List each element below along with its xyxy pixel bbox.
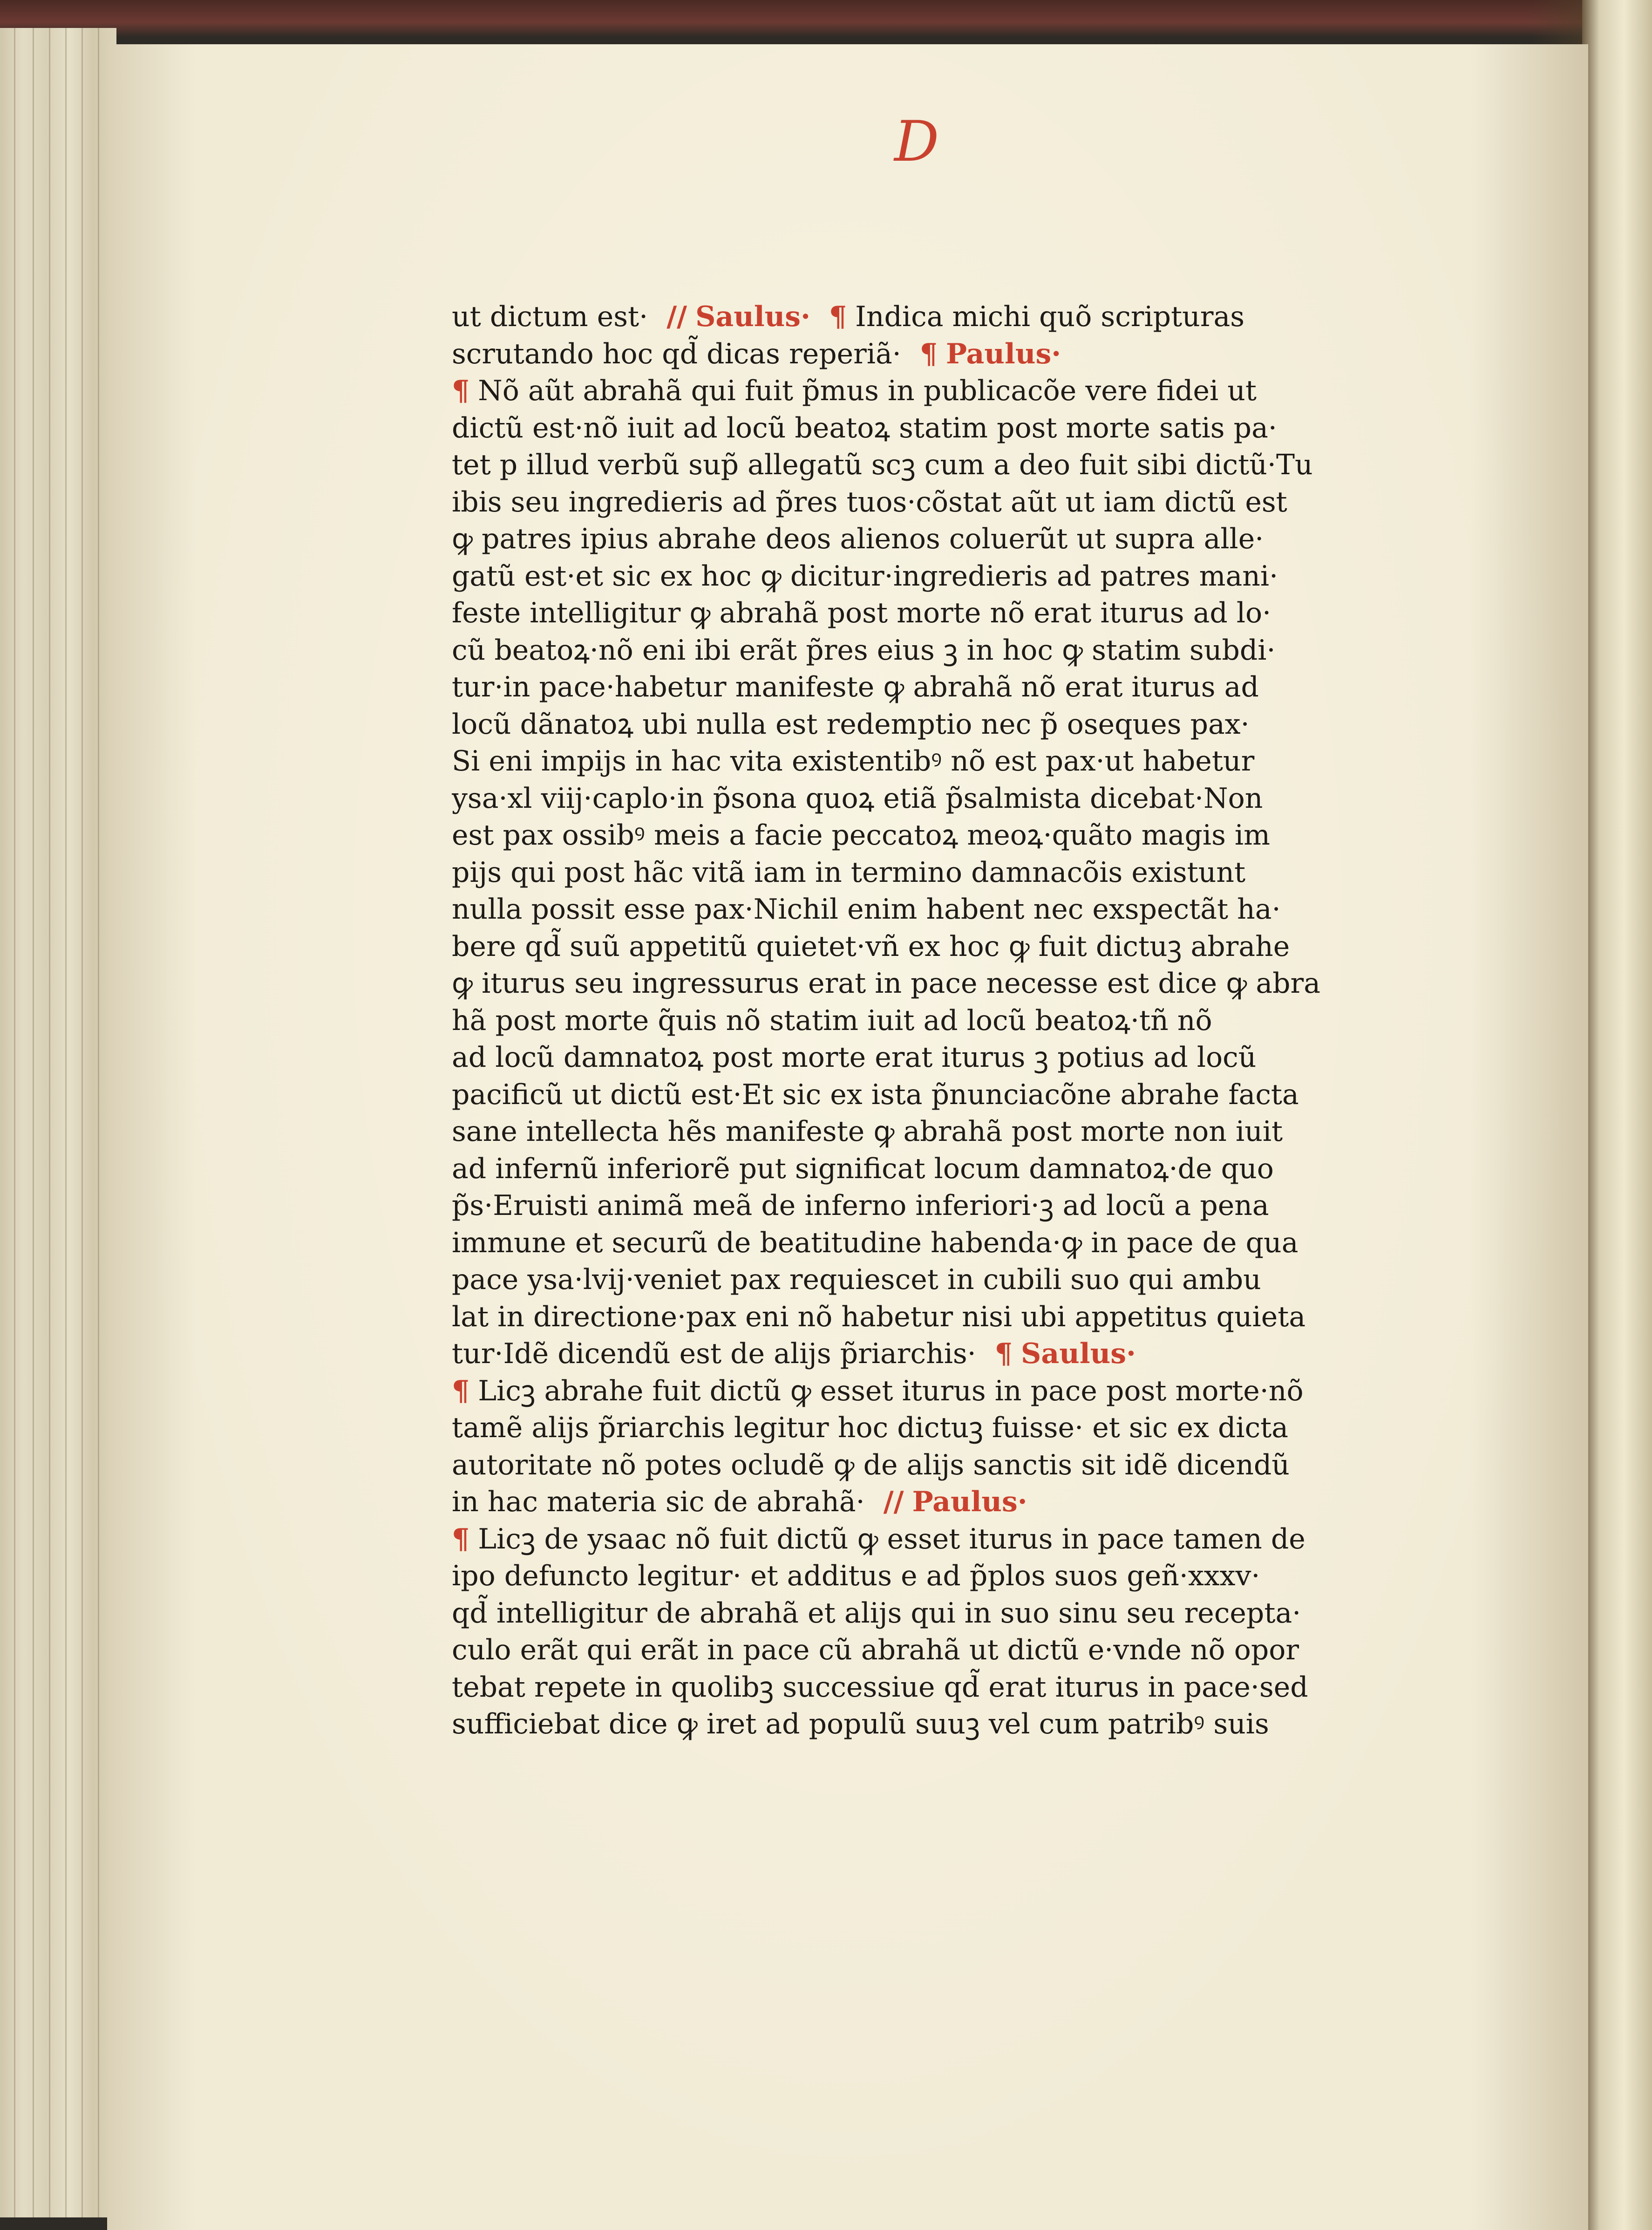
text-segment: nulla possit esse pax·Nichil enim habent nec exspectãt ha· bbox=[452, 893, 1281, 926]
text-segment: pijs qui post hãc vitã iam in termino damnacõis existunt bbox=[452, 856, 1246, 889]
folio-mark: D bbox=[894, 109, 942, 174]
text-segment: ibis seu ingredieris ad p̃res tuos·cõstat aũt ut iam dictũ est bbox=[452, 485, 1287, 518]
text-segment: tur·in pace·habetur manifeste ꝙ abrahã nõ erat iturus ad bbox=[452, 671, 1259, 703]
text-segment: Indica michi quõ scripturas bbox=[855, 300, 1245, 333]
text-segment: Licꝫ de ysaac nõ fuit dictũ ꝙ esset iturus in pace tamen de bbox=[478, 1522, 1305, 1555]
text-segment: sane intellecta hẽs manifeste ꝙ abrahã post morte non iuit bbox=[452, 1115, 1283, 1148]
text-segment: in hac materia sic de abrahã· bbox=[452, 1486, 865, 1518]
text-segment: ꝙ patres ipius abrahe deos alienos coluerũt ut supra alle· bbox=[452, 523, 1264, 555]
text-line bbox=[452, 1298, 1439, 1336]
text-line bbox=[452, 1705, 1439, 1743]
text-line bbox=[452, 520, 1439, 558]
text-segment: tet p illud verbũ sup̃ allegatũ scꝫ cum a deo fuit sibi dictũ·Tu bbox=[452, 449, 1313, 481]
text-line bbox=[452, 558, 1439, 595]
speaker-label: Paulus· bbox=[912, 1486, 1027, 1518]
text-segment: culo erãt qui erãt in pace cũ abrahã ut dictũ e·vnde nõ opor bbox=[452, 1634, 1299, 1666]
text-line bbox=[452, 1669, 1439, 1706]
text-segment: ut dictum est· bbox=[452, 300, 648, 333]
text-segment: Si eni impijs in hac vita existentibꝰ nõ est pax·ut habetur bbox=[452, 745, 1255, 777]
text-line bbox=[452, 965, 1439, 1002]
text-line bbox=[452, 1557, 1439, 1595]
text-segment: qd̃ intelligitur de abrahã et alijs qui in suo sinu seu recepta· bbox=[452, 1596, 1301, 1630]
text-line bbox=[452, 854, 1439, 891]
text-line bbox=[452, 1150, 1439, 1187]
text-line bbox=[452, 632, 1439, 669]
right-page-edge bbox=[1582, 0, 1652, 2230]
text-line bbox=[452, 409, 1439, 447]
text-segment: ysa·xl viij·caplo·in p̃sona quoꝝ etiã p̃salmista dicebat·Non bbox=[452, 782, 1263, 815]
text-segment: Nõ aũt abrahã qui fuit p̃mus in publicacõe vere fidei ut bbox=[478, 375, 1257, 407]
text-segment: est pax ossibꝰ meis a facie peccatoꝝ meoꝝ·quãto magis im bbox=[452, 819, 1271, 852]
text-segment: cũ beatoꝝ·nõ eni ibi erãt p̃res eius ꝫ in hoc ꝙ statim subdi· bbox=[452, 634, 1276, 667]
text-line bbox=[452, 1187, 1439, 1224]
rubric-mark: ¶ bbox=[452, 375, 470, 407]
speaker-label: Saulus· bbox=[1020, 1337, 1136, 1370]
text-segment: gatũ est·et sic ex hoc ꝙ dicitur·ingredieris ad patres mani· bbox=[452, 559, 1278, 593]
text-line bbox=[452, 706, 1439, 743]
rubric-mark: ¶ bbox=[829, 300, 847, 333]
text-segment: sufficiebat dice ꝙ iret ad populũ suuꝫ vel cum patribꝰ suis bbox=[452, 1708, 1269, 1740]
text-line bbox=[452, 891, 1439, 928]
text-segment: lat in directione·pax eni nõ habetur nisi ubi appetitus quieta bbox=[452, 1300, 1306, 1333]
text-line bbox=[452, 1335, 1439, 1372]
text-segment: autoritate nõ potes ocludẽ ꝙ de alijs sanctis sit idẽ dicendũ bbox=[452, 1448, 1290, 1481]
rubric-mark: ¶ bbox=[452, 1522, 470, 1555]
text-line bbox=[452, 594, 1439, 632]
text-segment: ad locũ damnatoꝝ post morte erat iturus ꝫ potius ad locũ bbox=[452, 1041, 1257, 1074]
speaker-label: Saulus· bbox=[695, 300, 810, 333]
rubric-mark: // bbox=[666, 300, 687, 333]
rubric-mark: ¶ bbox=[919, 337, 938, 370]
binding-edge bbox=[0, 0, 1652, 37]
text-segment: locũ dãnatoꝝ ubi nulla est redemptio nec p̃ oseques pax· bbox=[452, 708, 1250, 741]
text-segment: p̃s·Eruisti animã meã de inferno inferiori·ꝫ ad locũ a pena bbox=[452, 1189, 1269, 1222]
text-line bbox=[452, 817, 1439, 854]
text-line bbox=[452, 484, 1439, 521]
text-line bbox=[452, 1076, 1439, 1113]
text-segment: ipo defuncto legitur· et additus e ad p̃plos suos geñ·xxxv· bbox=[452, 1560, 1260, 1592]
text-line bbox=[452, 1039, 1439, 1076]
text-line bbox=[452, 335, 1439, 373]
text-line bbox=[452, 1372, 1439, 1410]
text-segment: immune et securũ de beatitudine habenda·ꝙ in pace de qua bbox=[452, 1226, 1298, 1259]
text-line bbox=[452, 1631, 1439, 1669]
text-line bbox=[452, 372, 1439, 409]
text-line bbox=[452, 1002, 1439, 1039]
text-line bbox=[452, 1409, 1439, 1446]
left-page-edges bbox=[0, 28, 116, 2217]
text-line bbox=[452, 1113, 1439, 1150]
text-segment: ꝙ iturus seu ingressurus erat in pace necesse est dice ꝙ abra bbox=[452, 967, 1320, 1000]
text-line bbox=[452, 780, 1439, 817]
text-line bbox=[452, 1224, 1439, 1262]
text-line bbox=[452, 1521, 1439, 1558]
rubric-mark: // bbox=[883, 1486, 904, 1518]
text-line bbox=[452, 298, 1439, 335]
text-line bbox=[452, 446, 1439, 484]
text-segment: Licꝫ abrahe fuit dictũ ꝙ esset iturus in pace post morte·nõ bbox=[478, 1374, 1304, 1407]
text-line bbox=[452, 1446, 1439, 1484]
text-line bbox=[452, 1483, 1439, 1521]
rubric-mark: ¶ bbox=[452, 1374, 470, 1407]
text-segment: pace ysa·lvij·veniet pax requiescet in cubili suo qui ambu bbox=[452, 1263, 1261, 1296]
manuscript-page bbox=[107, 44, 1588, 2230]
text-segment: ad infernũ inferiorẽ put significat locum damnatoꝝ·de quo bbox=[452, 1152, 1274, 1185]
text-segment: feste intelligitur ꝙ abrahã post morte nõ erat iturus ad lo· bbox=[452, 597, 1271, 629]
text-line bbox=[452, 743, 1439, 780]
text-segment: tebat repete in quolibꝫ successiue qd̃ erat iturus in pace·sed bbox=[452, 1671, 1308, 1704]
text-segment: tamẽ alijs p̃riarchis legitur hoc dictuꝫ fuisse· et sic ex dicta bbox=[452, 1412, 1289, 1444]
text-segment: scrutando hoc qd̃ dicas reperiã· bbox=[452, 337, 901, 370]
text-block bbox=[452, 298, 1439, 1789]
speaker-label: Paulus· bbox=[946, 337, 1061, 370]
text-segment: pacificũ ut dictũ est·Et sic ex ista p̃nunciacõne abrahe facta bbox=[452, 1078, 1299, 1111]
text-line bbox=[452, 928, 1439, 965]
text-segment: dictũ est·nõ iuit ad locũ beatoꝝ statim post morte satis pa· bbox=[452, 411, 1277, 444]
text-segment: tur·Idẽ dicendũ est de alijs p̃riarchis· bbox=[452, 1337, 976, 1370]
text-segment: bere qd̃ suũ appetitũ quietet·vñ ex hoc ꝙ fuit dictuꝫ abrahe bbox=[452, 930, 1290, 963]
text-line bbox=[452, 1261, 1439, 1298]
text-segment: hã post morte q̃uis nõ statim iuit ad locũ beatoꝝ·tñ nõ bbox=[452, 1004, 1212, 1037]
text-line bbox=[452, 668, 1439, 706]
text-line bbox=[452, 1595, 1439, 1632]
rubric-mark: ¶ bbox=[994, 1337, 1013, 1370]
